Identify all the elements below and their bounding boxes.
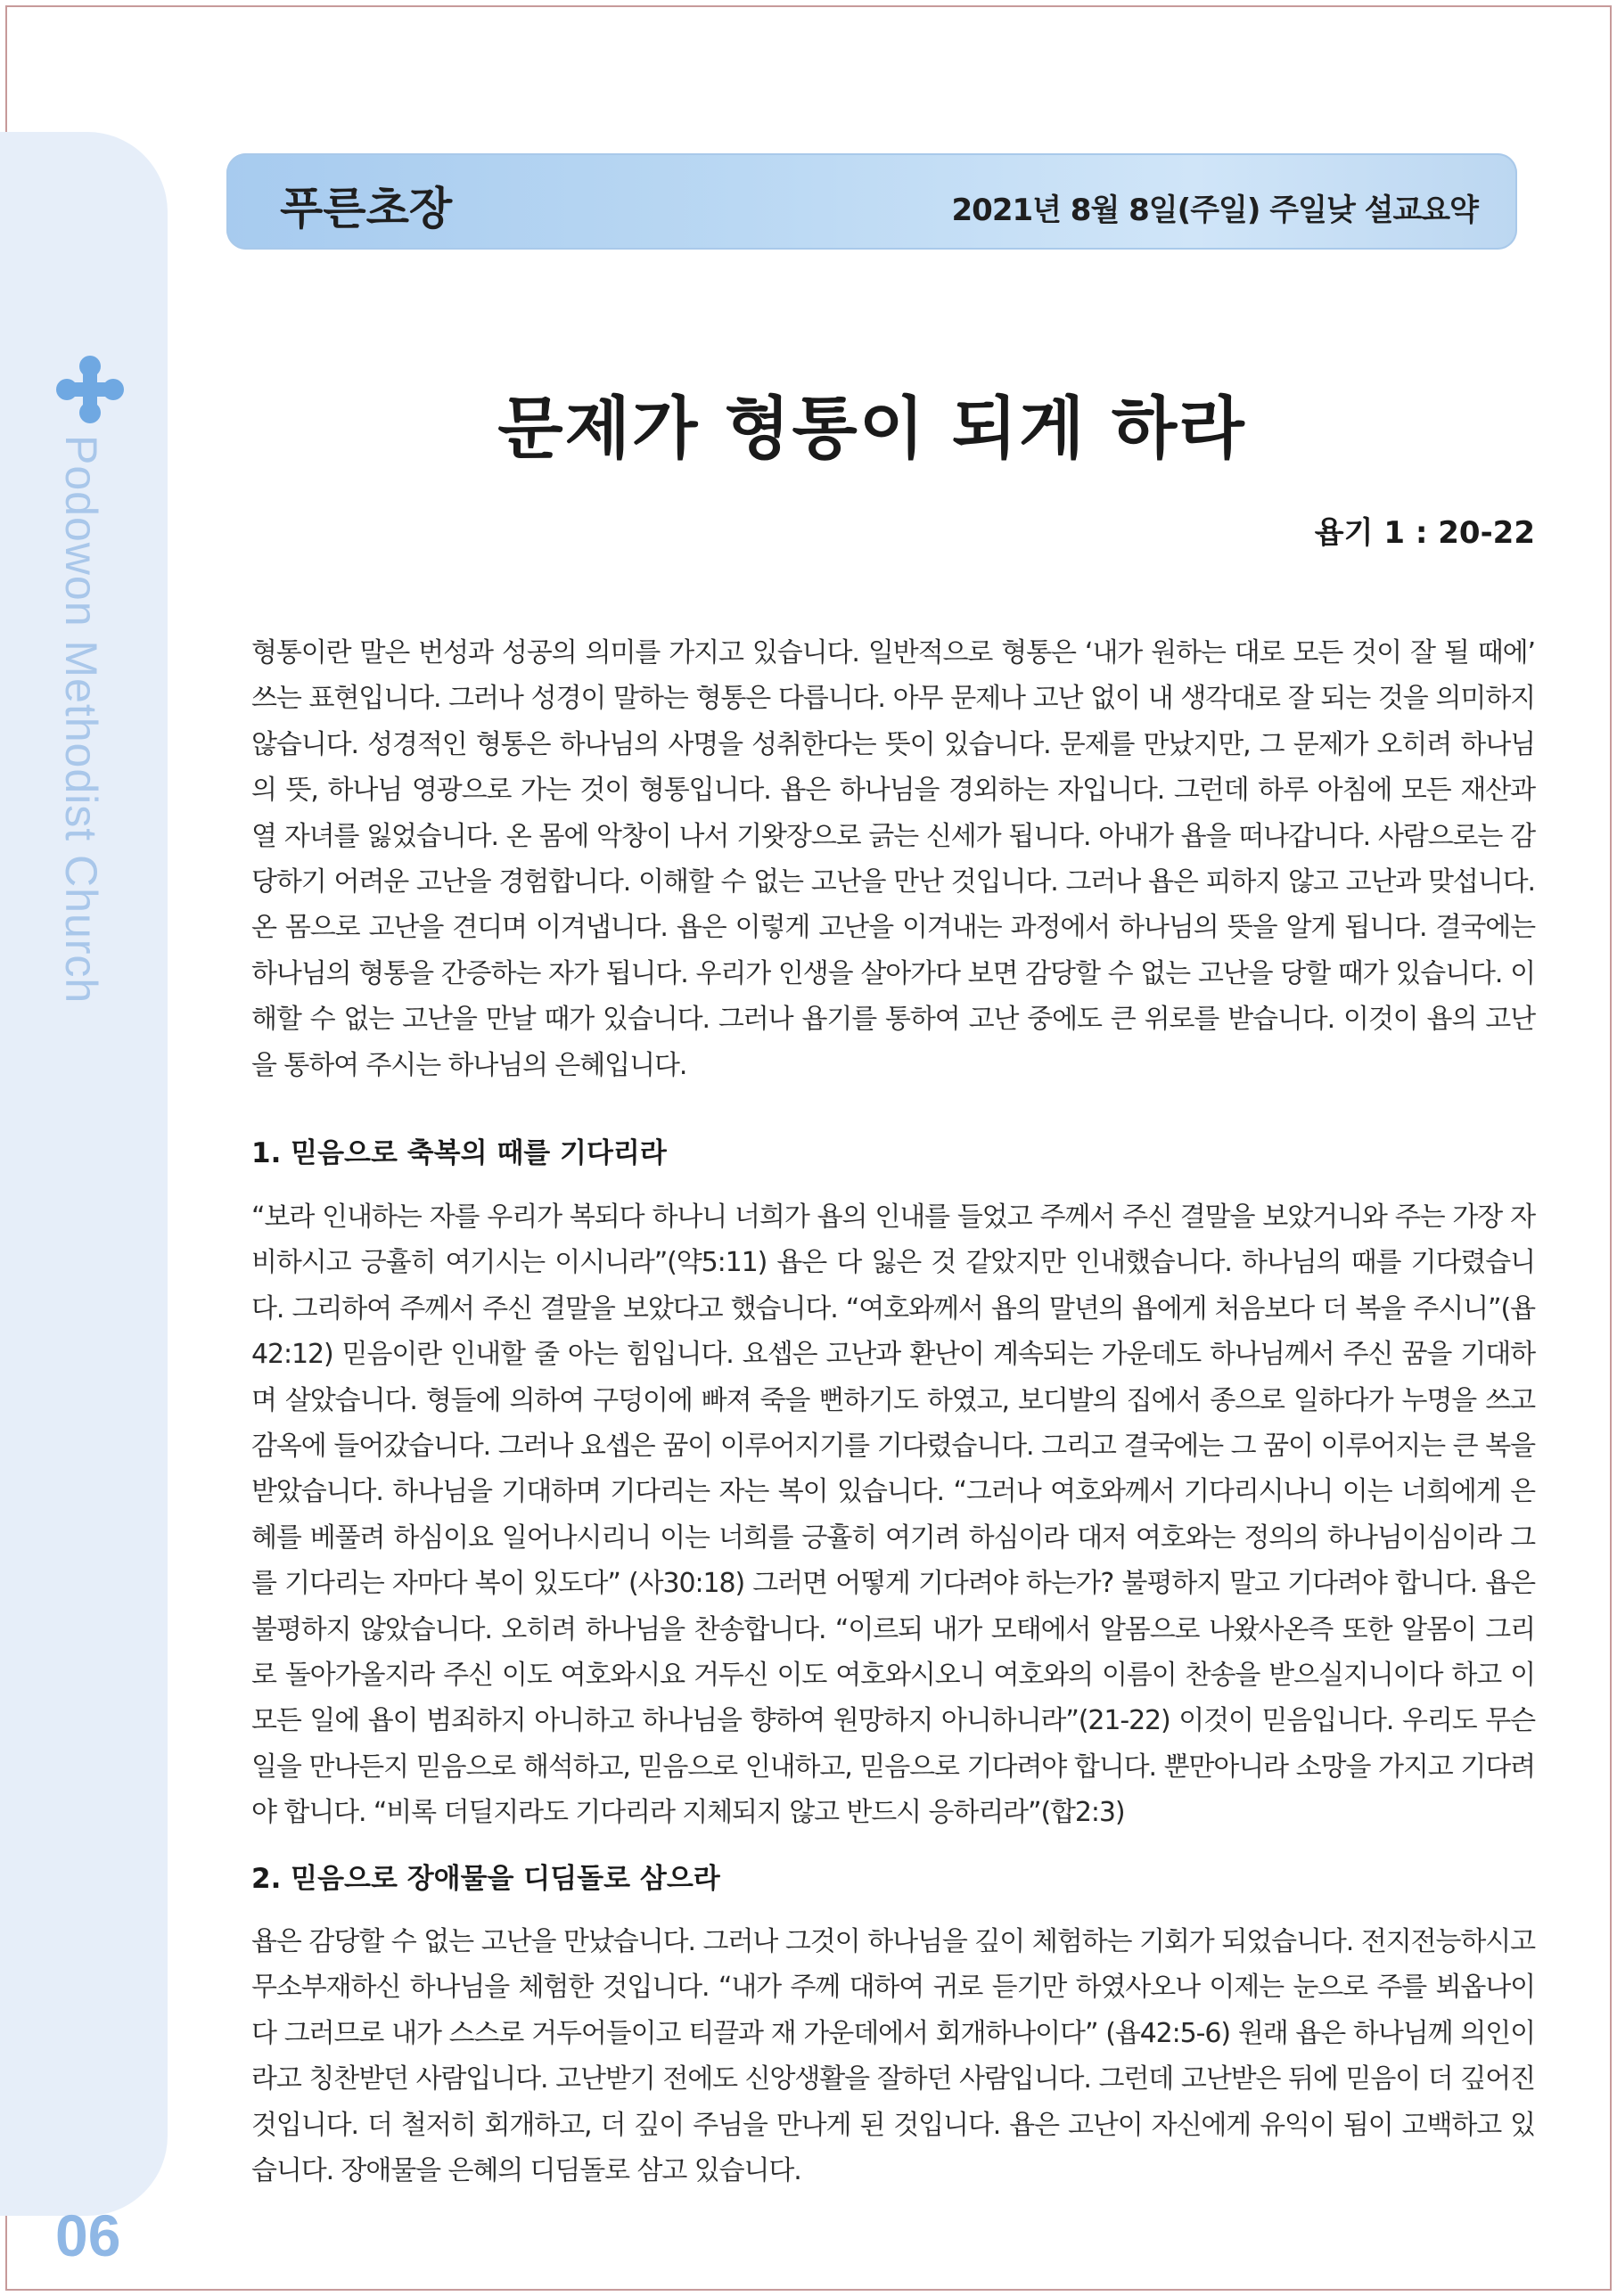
section-heading-2: 2. 믿음으로 장애물을 디딤돌로 삼으라 — [251, 1863, 720, 1895]
intro-paragraph: 형통이란 말은 번성과 성공의 의미를 가지고 있습니다. 일반적으로 형통은 ‘내가 원하는 대로 모든 것이 잘 될 때에’ 쓰는 표현입니다. 그러나 성경이 말하는 형통은 다릅니다. 아무 문제나 고난 없이 내 생각대로 잘 되는 것을 의미하지 않습니다. 성경적인 형통은 하나님의 사명을 성취한다는 뜻이 있습니다. 문제를 만났지만, 그 문제가 오히려 하나님의 뜻, 하나님 영광으로 가는 것이 형통입니다. 욥은 하나님을 경외하는 자입니다. 그런데 하루 아침에 모든 재산과 열 자녀를 잃었습니다. 온 몸에 악창이 나서 기왓장으로 긁는 신세가 됩니다. 아내가 욥을 떠나갑니다. 사람으로는 감당하기 어려운 고난을 경험합니다. 이해할 수 없는 고난을 만난 것입니다. 그러나 욥은 피하지 않고 고난과 맞섭니다. 온 몸으로 고난을 견디며 이겨냅니다. 욥은 이렇게 고난을 이겨내는 과정에서 하나님의 뜻을 알게 됩니다. 결국에는 하나님의 형통을 간증하는 자가 됩니다. 우리가 인생을 살아가다 보면 감당할 수 없는 고난을 당할 때가 있습니다. 이해할 수 없는 고난을 만날 때가 있습니다. 그러나 욥기를 통하여 고난 중에도 큰 위로를 받습니다. 이것이 욥의 고난을 통하여 주시는 하나님의 은혜입니다. — [251, 637, 1535, 1081]
section-heading-1: 1. 믿음으로 축복의 때를 기다리라 — [251, 1137, 667, 1169]
page-number: 06 — [55, 2202, 121, 2268]
scripture-reference: 욥기 1 : 20-22 — [1314, 515, 1535, 551]
section-body-1: “보라 인내하는 자를 우리가 복되다 하나니 너희가 욥의 인내를 들었고 주께서 주신 결말을 보았거니와 주는 가장 자비하시고 긍휼히 여기시는 이시니라”(약5:11) 욥은 다 잃은 것 같았지만 인내했습니다. 하나님의 때를 기다렸습니다. 그리하여 주께서 주신 결말을 보았다고 했습니다. “여호와께서 욥의 말년의 욥에게 처음보다 더 복을 주시니”(욥42:12) 믿음이란 인내할 줄 아는 힘입니다. 요셉은 고난과 환난이 계속되는 가운데도 하나님께서 주신 꿈을 기대하며 살았습니다. 형들에 의하여 구덩이에 빠져 죽을 뻔하기도 하였고, 보디발의 집에서 종으로 일하다가 누명을 쓰고 감옥에 들어갔습니다. 그러나 요셉은 꿈이 이루어지기를 기다렸습니다. 그리고 결국에는 그 꿈이 이루어지는 큰 복을 받았습니다. 하나님을 기대하며 기다리는 자는 복이 있습니다. “그러나 여호와께서 기다리시나니 이는 너희에게 은혜를 베풀려 하심이요 일어나시리니 이는 너희를 긍휼히 여기려 하심이라 대저 여호와는 정의의 하나님이심이라 그를 기다리는 자마다 복이 있도다” (사30:18) 그러면 어떻게 기다려야 하는가? 불평하지 말고 기다려야 합니다. 욥은 불평하지 않았습니다. 오히려 하나님을 찬송합니다. “이르되 내가 모태에서 알몸으로 나왔사온즉 또한 알몸이 그리로 돌아가올지라 주신 이도 여호와시요 거두신 이도 여호와시오니 여호와의 이름이 찬송을 받으실지니이다 하고 이 모든 일에 욥이 범죄하지 아니하고 하나님을 향하여 원망하지 아니하니라”(21-22) 이것이 믿음입니다. 우리도 무슨 일을 만나든지 믿음으로 해석하고, 믿음으로 인내하고, 믿음으로 기다려야 합니다. 뿐만아니라 소망을 가지고 기다려야 합니다. “비록 더딜지라도 기다리라 지체되지 않고 반드시 응하리라”(합2:3) — [251, 1201, 1535, 1829]
quatrefoil-cross-icon — [55, 355, 125, 424]
church-name: Podowon Methodist Church — [56, 435, 106, 1004]
column-name: 푸른초장 — [280, 183, 453, 234]
sidebar — [0, 132, 168, 2268]
sermon-title: 문제가 형통이 되게 하라 — [497, 389, 1246, 468]
sermon-date: 2021년 8월 8일(주일) 주일낮 설교요약 — [951, 193, 1478, 228]
header-bar — [226, 153, 1517, 250]
section-body-2: 욥은 감당할 수 없는 고난을 만났습니다. 그러나 그것이 하나님을 깊이 체험하는 기회가 되었습니다. 전지전능하시고 무소부재하신 하나님을 체험한 것입니다. “내가 주께 대하여 귀로 듣기만 하였사오나 이제는 눈으로 주를 뵈옵나이다 그러므로 내가 스스로 거두어들이고 티끌과 재 가운데에서 회개하나이다” (욥42:5-6) 원래 욥은 하나님께 의인이라고 칭찬받던 사람입니다. 고난받기 전에도 신앙생활을 잘하던 사람입니다. 그런데 고난받은 뒤에 믿음이 더 깊어진 것입니다. 더 철저히 회개하고, 더 깊이 주님을 만나게 된 것입니다. 욥은 고난이 자신에게 유익이 됨이 고백하고 있습니다. 장애물을 은혜의 디딤돌로 삼고 있습니다. — [251, 1926, 1535, 2187]
